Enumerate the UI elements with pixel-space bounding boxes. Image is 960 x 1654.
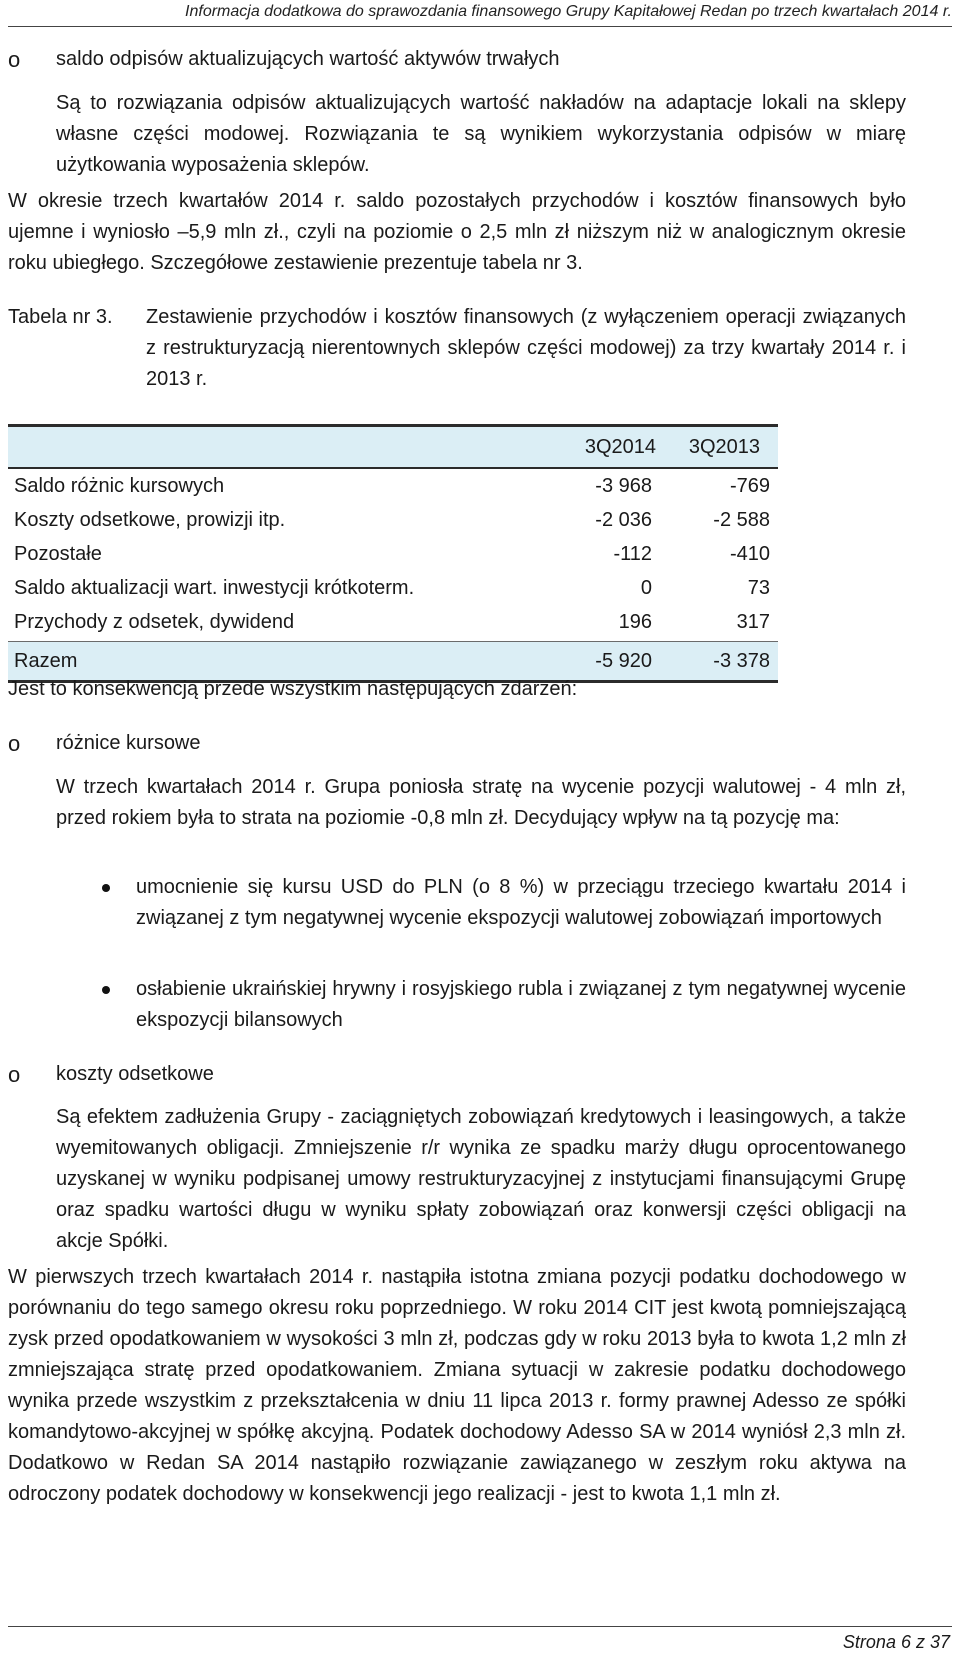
bullet-item: osłabienie ukraińskiej hrywny i rosyjskiego rubla i związanej z tym negatywnej wycenie ekspozycji bilansowych bbox=[136, 978, 906, 1031]
total-label: Razem bbox=[14, 650, 78, 672]
value-3q2014: 196 bbox=[618, 611, 652, 633]
value-3q2013: -2 588 bbox=[713, 509, 770, 531]
section-body-interest-costs: Są efektem zadłużenia Grupy - zaciągniętych zobowiązań kredytowych i leasingowych, a także wyemitowanych obligacji. Zmniejszenie r/r wynika ze spadku marży długu oprocentowanego uzyskanej w wyniku podpisanej umowy restrukturyzacyjnej z instytucjami finansującymi Grupę oraz spadku wartości długu w wyniku spłaty zobowiązań oraz konwersji części obligacji na akcje Spółki. bbox=[56, 1106, 906, 1252]
value-3q2014: -2 036 bbox=[595, 509, 652, 531]
total-3q2013: -3 378 bbox=[713, 650, 770, 672]
table-row bbox=[8, 503, 778, 537]
consequence-intro: Jest to konsekwencją przede wszystkim następujących zdarzeń: bbox=[8, 678, 578, 700]
value-3q2014: 0 bbox=[640, 577, 652, 599]
value-3q2013: 317 bbox=[736, 611, 770, 633]
tax-paragraph: W pierwszych trzech kwartałach 2014 r. nastąpiła istotna zmiana pozycji podatku dochodowego w porównaniu do tego samego okresu roku poprzedniego. W roku 2014 CIT jest kwotą pomniejszającą zysk przed opodatkowaniem w wysokości 3 mln zł, podczas gdy w roku 2013 była to kwota 1,2 mln zł zmniejszająca stratę przed opodatkowaniem. Zmiana sytuacji w zakresie podatku dochodowego wynika przede wszystkim z przekształcenia w dniu 11 lipca 2013 r. formy prawnej Adesso ze spółki komandytowo-akcyjnej w spółkę akcyjną. Podatek dochodowy Adesso SA w 2014 wyniósł 2,3 mln zł. Dodatkowo w Redan SA 2014 nastąpiło rozwiązanie zawiązanego w zeszłym roku aktywa na odroczony podatek dochodowy w konsekwencji jego realizacji - jest to kwota 1,1 mln zł. bbox=[8, 1266, 906, 1505]
table-row bbox=[8, 571, 778, 605]
value-3q2014: -112 bbox=[613, 543, 652, 565]
page-header bbox=[8, 0, 952, 27]
section-body-write-downs: Są to rozwiązania odpisów aktualizujących wartość nakładów na adaptacje lokali na sklepy własne części modowej. Rozwiązania te są wynikiem wykorzystania odpisów w miarę użytkowania wyposażenia sklepów. bbox=[56, 92, 906, 176]
row-label: Saldo różnic kursowych bbox=[14, 475, 225, 497]
value-3q2013: -410 bbox=[729, 543, 770, 565]
bullet-icon bbox=[102, 884, 110, 892]
row-label: Koszty odsetkowe, prowizji itp. bbox=[14, 509, 286, 531]
financial-table bbox=[8, 424, 778, 683]
row-label: Przychody z odsetek, dywidend bbox=[14, 611, 295, 633]
row-label: Pozostałe bbox=[14, 543, 102, 565]
section-heading-interest-costs: koszty odsetkowe bbox=[56, 1063, 214, 1085]
list-marker: o bbox=[8, 731, 21, 756]
section-heading-exchange-differences: różnice kursowe bbox=[56, 732, 201, 754]
page-number: Strona 6 z 37 bbox=[842, 1632, 950, 1652]
row-label: Saldo aktualizacji wart. inwestycji krótkoterm. bbox=[14, 577, 415, 599]
section-body-exchange-differences: W trzech kwartałach 2014 r. Grupa poniosła stratę na wycenie pozycji walutowej - 4 mln zł, przed rokiem była to strata na poziomie -0,8 mln zł. Decydujący wpływ na tą pozycję ma: bbox=[56, 776, 906, 829]
table-row bbox=[8, 469, 778, 503]
total-3q2014: -5 920 bbox=[595, 650, 652, 672]
table-caption: Zestawienie przychodów i kosztów finansowych (z wyłączeniem operacji związanych z restrukturyzacją nierentownych sklepów części modowej) za trzy kwartały 2014 r. i 2013 r. bbox=[146, 306, 906, 390]
column-header-3q2013: 3Q2013 bbox=[688, 436, 760, 458]
value-3q2014: -3 968 bbox=[595, 475, 652, 497]
footer-divider bbox=[8, 1626, 952, 1627]
table-header-row bbox=[8, 424, 778, 469]
table-number-label: Tabela nr 3. bbox=[8, 306, 113, 328]
section-heading-write-downs: saldo odpisów aktualizujących wartość aktywów trwałych bbox=[56, 48, 560, 70]
column-header-3q2014: 3Q2014 bbox=[584, 436, 656, 458]
list-marker: o bbox=[8, 1062, 21, 1087]
summary-paragraph: W okresie trzech kwartałów 2014 r. saldo pozostałych przychodów i kosztów finansowych było ujemne i wyniosło –5,9 mln zł., czyli na poziomie o 2,5 mln zł niższym niż w analogicznym okresie roku ubiegłego. Szczegółowe zestawienie prezentuje tabela nr 3. bbox=[8, 190, 906, 274]
value-3q2013: -769 bbox=[729, 475, 770, 497]
header-title: Informacja dodatkowa do sprawozdania finansowego Grupy Kapitałowej Redan po trzech kwartałach 2014 r. bbox=[185, 3, 952, 20]
bullet-icon bbox=[102, 986, 110, 994]
value-3q2013: 73 bbox=[747, 577, 770, 599]
bullet-item: umocnienie się kursu USD do PLN (o 8 %) w przeciągu trzeciego kwartału 2014 i związanej z tym negatywnej wycenie ekspozycji walutowej zobowiązań importowych bbox=[136, 876, 906, 929]
table-row bbox=[8, 537, 778, 571]
list-marker: o bbox=[8, 47, 21, 72]
table-row bbox=[8, 605, 778, 639]
